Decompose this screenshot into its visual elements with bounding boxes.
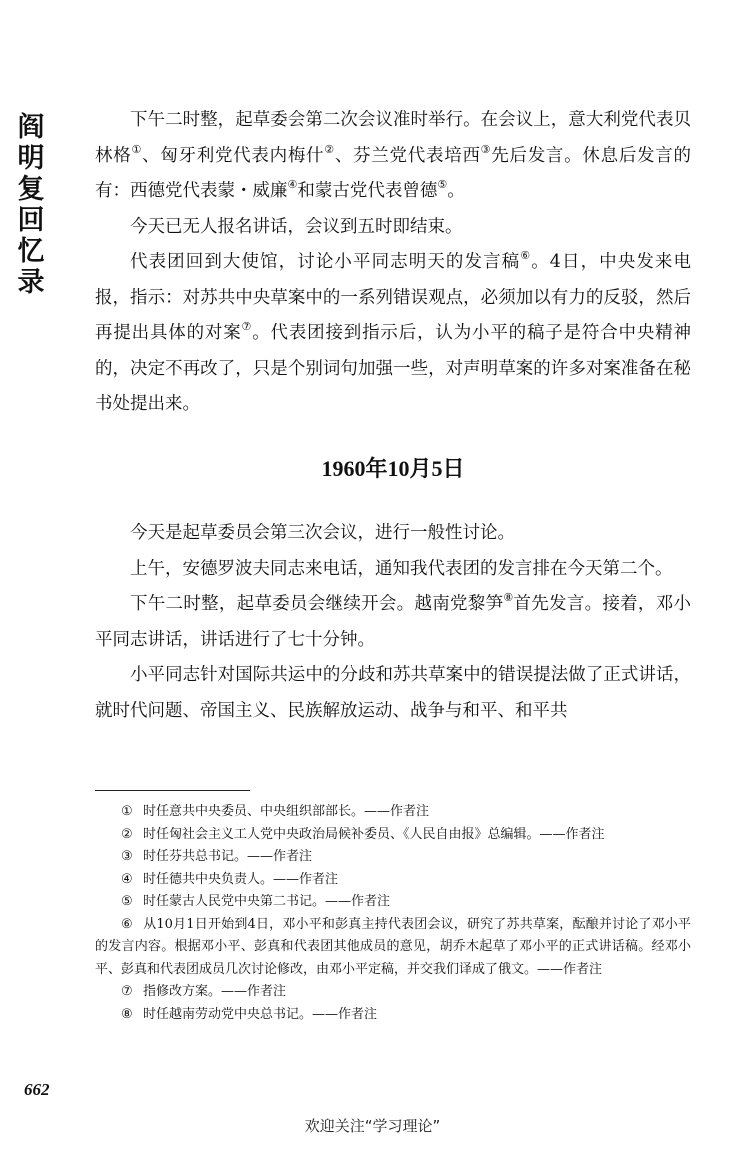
paragraph [95,658,691,729]
footnote-text: 时任意共中央委员、中央组织部部长。——作者注 [143,804,430,819]
footnote [95,1004,691,1027]
paragraph [95,516,691,552]
paragraph [95,245,691,423]
paragraph-text: 上午，安德罗波夫同志来电话，通知我代表团的发言排在今天第二个。 [130,558,673,579]
paragraph-text: 先后发言。休息后发言的有：西德党代表蒙・威廉 [95,145,691,201]
body-text-after [95,516,691,729]
footnote-marker: ⑥ [121,916,133,932]
paragraph [95,587,691,658]
paragraph-text: 、芬兰党代表培西 [334,145,481,166]
footnote-ref: ⑧ [503,591,514,604]
footnote [95,824,691,847]
footnote-ref: ⑤ [437,178,448,191]
footnote-text: 时任匈社会主义工人党中央政治局候补委员、《人民自由报》总编辑。——作者注 [143,826,605,842]
footnote-ref: ④ [287,178,298,191]
footnote-marker: ⑤ [121,894,133,909]
paragraph-text: 。代表团接到指示后，认为小平的稿子是符合中央精神的，决定不再改了，只是个别词句加强一些，对声明草案的许多对案准备在秘书处提出来。 [95,323,691,414]
book-side-title: 阎明复回忆录 [17,112,45,298]
paragraph [95,210,691,246]
paragraph [95,552,691,588]
footnote [95,981,691,1004]
footnote-text: 从10月1日开始到4日，邓小平和彭真主持代表团会议，研究了苏共草案，酝酿并讨论了邓小平的发言内容。根据邓小平、彭真和代表团其他成员的意见，胡乔木起草了邓小平的正式讲话稿。经邓小平、彭真和代表团成员几次讨论修改，由邓小平定稿，并交我们译成了俄文。——作者注 [95,916,691,977]
footnote-ref: ② [324,142,335,156]
paragraph-text: 首先发言。接着，邓小平同志讲话，讲话进行了七十分钟。 [95,594,691,650]
paragraph-text: 下午二时整，起草委员会继续开会。越南党黎笋 [130,594,504,614]
footnote [95,891,691,914]
footnote [95,869,691,892]
paragraph-text: 、匈牙利党代表内梅什 [142,145,325,166]
footnote-text: 时任芬共总书记。——作者注 [143,849,313,864]
footnote-text: 时任越南劳动党中央总书记。——作者注 [143,1006,378,1022]
footnote [95,801,691,824]
footnote-marker: ① [121,804,133,819]
body-text-before [95,103,691,423]
footnote-marker: ⑦ [121,984,133,999]
footnote-marker: ② [121,826,133,842]
footnote-text: 指修改方案。——作者注 [143,984,287,999]
footnote-divider [95,790,250,791]
footnote-marker: ⑧ [121,1006,133,1022]
footnotes [95,801,691,1026]
paragraph-text: 今天已无人报名讲话，会议到五时即结束。 [130,216,463,237]
footnote-text: 时任德共中央负责人。——作者注 [143,871,339,887]
paragraph-text: 代表团回到大使馆，讨论小平同志明天的发言稿 [130,252,521,272]
footnote-ref: ⑥ [520,249,532,262]
date-heading: 1960年10月5日 [321,456,465,481]
footnote-ref: ③ [480,142,492,156]
paragraph [95,103,691,210]
watermark-text: 欢迎关注“学习理论” [304,1117,441,1135]
footnote-marker: ④ [121,871,133,887]
paragraph-text: 小平同志针对国际共运中的分歧和苏共草案中的错误提法做了正式讲话，就时代问题、帝国主义、民族解放运动、战争与和平、和平共 [95,665,691,721]
footnote-ref: ① [131,142,143,156]
paragraph-text: 今天是起草委员会第三次会议，进行一般性讨论。 [130,523,515,543]
paragraph-text: 。 [447,181,465,201]
footnote-text: 时任蒙古人民党中央第二书记。——作者注 [143,894,391,909]
footnote-ref: ⑦ [241,320,253,333]
paragraph-text: 和蒙古党代表曾德 [297,181,438,201]
footnote-marker: ③ [121,849,133,864]
footnote [95,846,691,869]
footnote [95,914,691,982]
paragraph-text: 。4日，中央发来电报，指示：对苏共中央草案中的一系列错误观点，必须加以有力的反驳，然后再提出具体的对案 [95,252,691,343]
page-number: 662 [24,1080,50,1099]
paragraph-text: 下午二时整，起草委会第二次会议准时举行。在会议上，意大利党代表贝林格 [95,110,691,166]
